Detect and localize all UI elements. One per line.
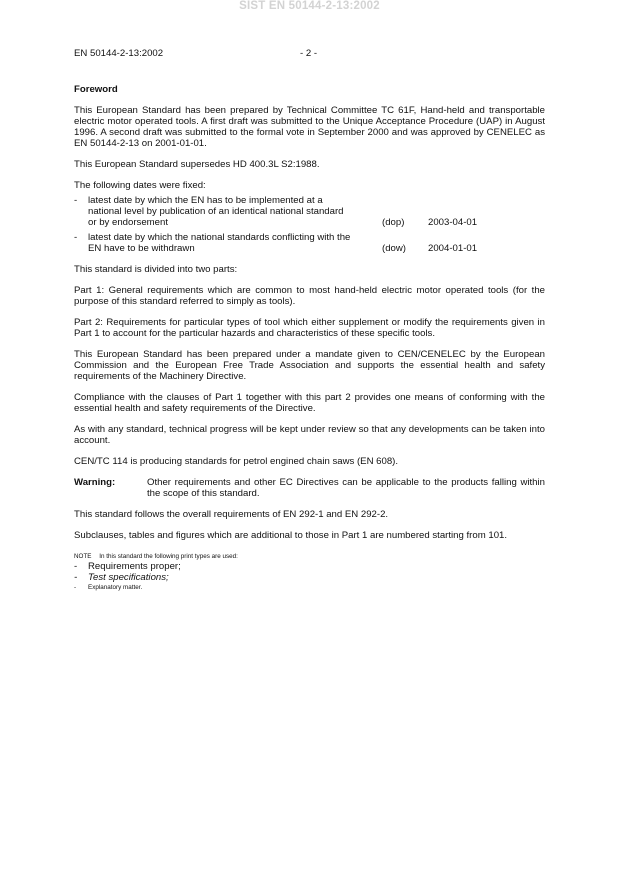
print-type-label: Test specifications; [88,572,169,583]
warning-block [74,477,545,499]
paragraph-dates-intro: The following dates were fixed: [74,180,206,191]
page-number: - 2 - [300,48,318,59]
paragraph-chain-saws: CEN/TC 114 is producing standards for petrol engined chain saws (EN 608). [74,456,399,467]
date-abbr: (dow) [382,243,406,254]
paragraph-part1: Part 1: General requirements which are common to most hand-held electric motor operated tools (for the purpose of this standard referred to simply as tools). [74,285,545,307]
print-type-item [74,583,545,593]
paragraph-mandate: This European Standard has been prepared under a mandate given to CEN/CENELEC by the European Commission and the European Free Trade Association and supports the essential health and safety requirements of the Machinery Directive. [74,349,545,382]
page-header [74,48,544,60]
print-type-item [74,572,545,583]
list-dash: - [74,561,78,572]
print-type-label: Explanatory matter. [88,584,143,591]
paragraph-requirements: This standard follows the overall requirements of EN 292-1 and EN 292-2. [74,509,389,520]
watermark: SIST EN 50144-2-13:2002 [239,0,380,12]
list-dash: - [74,195,78,206]
document-id: EN 50144-2-13:2002 [74,48,164,59]
date-description: latest date by which the national standards conflicting with the EN have to be withdrawn [88,232,351,254]
paragraph-numbering: Subclauses, tables and figures which are additional to those in Part 1 are numbered starting from 101. [74,530,508,541]
list-dash: - [74,584,77,591]
paragraph-intro: This European Standard has been prepared by Technical Committee TC 61F, Hand-held and transportable electric motor operated tools. A first draft was submitted to the Unique Acceptance Procedure (UAP) in August 1996. A second draft was submitted to the formal vote in September 2000 and was approved by CENELEC as EN 50144-2-13 on 2001-01-01. [74,105,545,149]
note-block [74,553,545,561]
date-value: 2003-04-01 [428,217,478,228]
list-dash: - [74,232,78,243]
warning-text: Other requirements and other EC Directives can be applicable to the products falling within the scope of this standard. [147,477,545,499]
foreword-section [74,84,545,593]
print-type-label: Requirements proper; [88,561,181,572]
note-label: NOTE [74,553,92,560]
section-title: Foreword [74,84,118,95]
paragraph-compliance: Compliance with the clauses of Part 1 together with this part 2 provides one means of conforming with the essential health and safety requirements of the Directive. [74,392,545,414]
print-type-item [74,561,545,572]
date-description: latest date by which the EN has to be implemented at a national level by publication of an identical national standard or by endorsement [88,195,344,228]
date-abbr: (dop) [382,217,405,228]
warning-label: Warning: [74,477,116,488]
paragraph-parts: This standard is divided into two parts: [74,264,238,275]
list-dash: - [74,572,78,583]
date-item-dow [74,232,545,254]
date-item-dop [74,195,545,228]
note-text: In this standard the following print types are used: [99,553,238,560]
paragraph-part2: Part 2: Requirements for particular types of tool which either supplement or modify the requirements given in Part 1 to account for the particular hazards and characteristics of these specific tools. [74,317,545,339]
date-value: 2004-01-01 [428,243,478,254]
paragraph-supersedes: This European Standard supersedes HD 400.3L S2:1988. [74,159,320,170]
dates-list [74,195,545,254]
paragraph-review: As with any standard, technical progress will be kept under review so that any developments can be taken into account. [74,424,545,446]
